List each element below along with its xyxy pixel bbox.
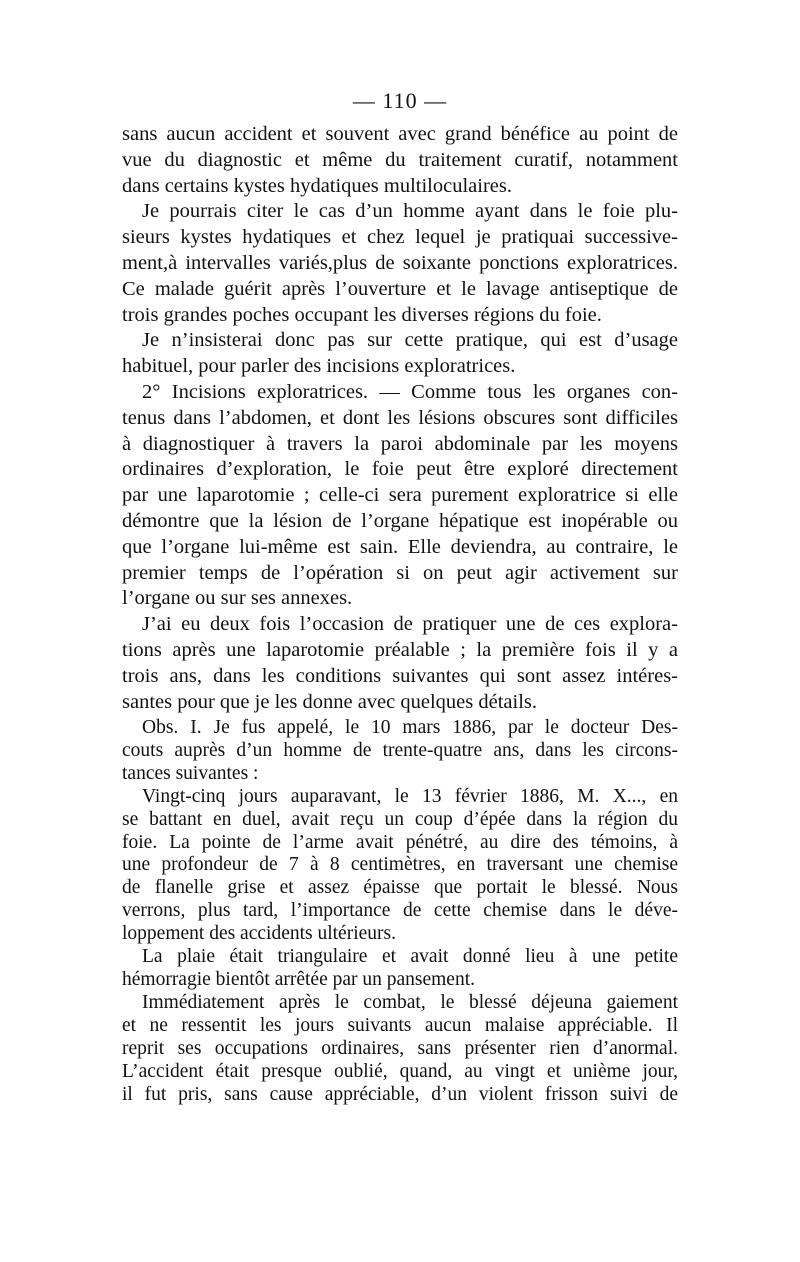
- text-line: démontre que la lésion de l’organe hépatique est inopérable ou: [122, 509, 678, 532]
- text-line: et ne ressentit les jours suivants aucun malaise appréciable. Il: [122, 1014, 678, 1036]
- text-line: à diagnostiquer à travers la paroi abdominale par les moyens: [122, 432, 678, 455]
- text-line: tenus dans l’abdomen, et dont les lésions obscures sont difficiles: [122, 406, 678, 429]
- text-line: foie. La pointe de l’arme avait pénétré, au dire des témoins, à: [122, 831, 678, 853]
- text-line: il fut pris, sans cause appréciable, d’un violent frisson suivi de: [122, 1083, 678, 1105]
- text-line: tances suivantes :: [122, 762, 259, 784]
- text-line: trois ans, dans les conditions suivantes qui sont assez intéres-: [122, 664, 678, 687]
- section-heading-line: 2° Incisions exploratrices. — Comme tous les organes con-: [142, 380, 678, 403]
- text-line: vue du diagnostic et même du traitement curatif, notamment: [122, 148, 678, 171]
- text-line: trois grandes poches occupant les diverses régions du foie.: [122, 303, 602, 326]
- text-line: de flanelle grise et assez épaisse que portait le blessé. Nous: [122, 877, 678, 899]
- text-line: l’organe ou sur ses annexes.: [122, 587, 353, 610]
- text-line: se battant en duel, avait reçu un coup d’épée dans la région du: [122, 808, 678, 830]
- text-line: dans certains kystes hydatiques multiloculaires.: [122, 174, 512, 197]
- text-line: hémorragie bientôt arrêtée par un pansement.: [122, 968, 476, 990]
- text-line: Ce malade guérit après l’ouverture et le lavage antiseptique de: [122, 277, 678, 300]
- text-line: premier temps de l’opération si on peut agir activement sur: [122, 561, 678, 584]
- main-text: [122, 122, 678, 715]
- text-line: ment,à intervalles variés,plus de soixante ponctions exploratrices.: [122, 251, 678, 274]
- text-line: Je n’insisterai donc pas sur cette pratique, qui est d’usage: [142, 329, 678, 352]
- text-line: habituel, pour parler des incisions exploratrices.: [122, 355, 516, 378]
- text-line: une profondeur de 7 à 8 centimètres, en traversant une chemise: [122, 854, 678, 876]
- text-line: sans aucun accident et souvent avec grand bénéfice au point de: [122, 123, 678, 145]
- text-line: santes pour que je les donne avec quelques détails.: [122, 690, 537, 713]
- text-line: couts auprès d’un homme de trente-quatre ans, dans les circons-: [122, 739, 678, 761]
- text-line: Je pourrais citer le cas d’un homme ayant dans le foie plu-: [142, 200, 678, 223]
- text-line: par une laparotomie ; celle-ci sera purement exploratrice si elle: [122, 484, 678, 507]
- text-line: verrons, plus tard, l’importance de cette chemise dans le déve-: [122, 900, 678, 922]
- text-line: tions après une laparotomie préalable ; la première fois il y a: [122, 638, 678, 661]
- text-line: La plaie était triangulaire et avait donné lieu à une petite: [142, 946, 678, 968]
- text-line: reprit ses occupations ordinaires, sans présenter rien d’anormal.: [122, 1037, 678, 1059]
- text-line: J’ai eu deux fois l’occasion de pratiquer une de ces explora-: [142, 613, 678, 636]
- text-line: Immédiatement après le combat, le blessé déjeuna gaiement: [142, 991, 678, 1013]
- text-line: Vingt-cinq jours auparavant, le 13 février 1886, M. X..., en: [142, 785, 678, 807]
- text-line: L’accident était presque oublié, quand, au vingt et unième jour,: [122, 1060, 678, 1082]
- text-line: sieurs kystes hydatiques et chez lequel je pratiquai successive-: [122, 226, 678, 249]
- text-line: ordinaires d’exploration, le foie peut être exploré directement: [122, 458, 678, 481]
- observation-heading-line: Obs. I. Je fus appelé, le 10 mars 1886, par le docteur Des-: [142, 717, 678, 738]
- page-number: — 110 —: [352, 88, 448, 113]
- text-line: que l’organe lui-même est sain. Elle deviendra, au contraire, le: [122, 535, 678, 558]
- text-line: loppement des accidents ultérieurs.: [122, 923, 396, 945]
- observation-text: [122, 717, 678, 1106]
